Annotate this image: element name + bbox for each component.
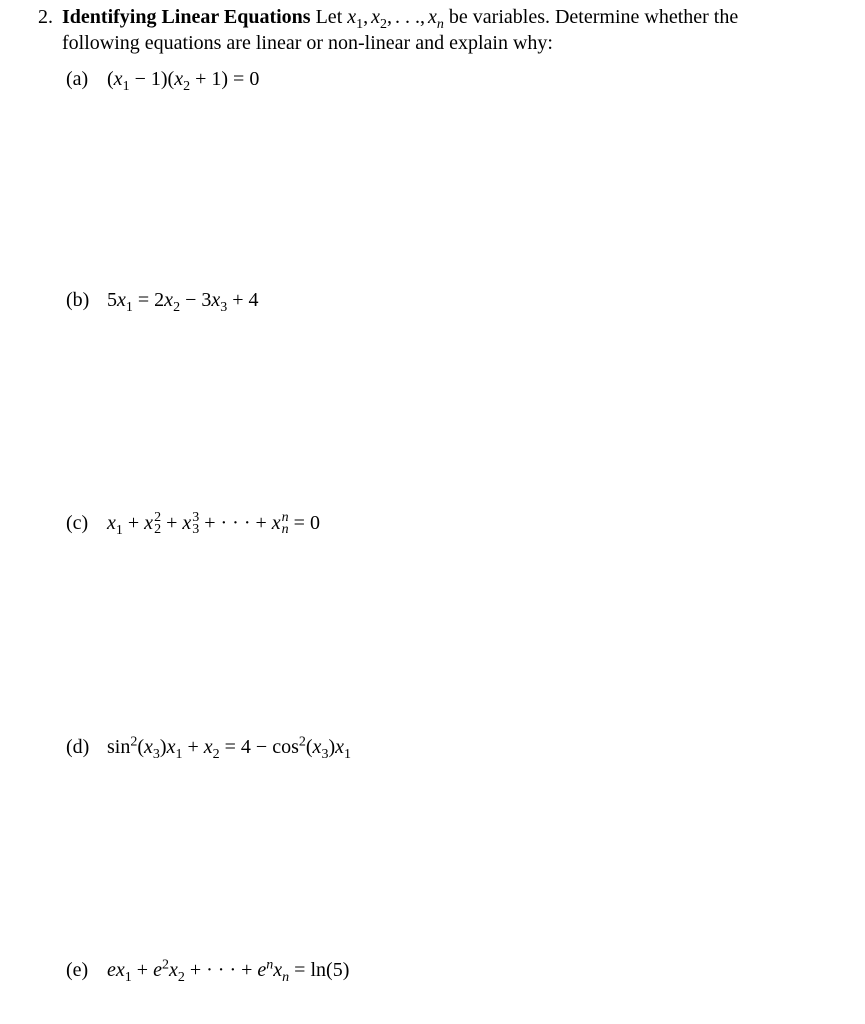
part-d	[66, 734, 351, 760]
equation-a: $(x_1 - 1)(x_2 + 1) = 0$	[107, 68, 260, 94]
part-label: (c)	[66, 512, 89, 534]
equation-c: $x_1 + x$ 2 2 + x 3 3 + · · · + x n n = 0	[107, 510, 320, 538]
problem-title: Identifying Linear Equations	[62, 6, 311, 28]
part-b	[66, 287, 259, 313]
part-label: (b)	[66, 289, 90, 311]
equation-d: $\sin^2(x_3)x_1 + x_2 = 4 - \cos^2(x_3)x_1$	[107, 734, 351, 762]
problem-number: 2.	[38, 6, 53, 28]
problem-statement	[38, 4, 858, 56]
part-c	[66, 510, 320, 536]
part-label: (d)	[66, 736, 90, 758]
part-e	[66, 957, 349, 983]
equation-e: $ex_1 + e^2x_2$ + · · · + $e^nx_n = \ln(5)$	[107, 957, 350, 985]
part-label: (e)	[66, 959, 89, 981]
problem-line-2: following equations are linear or non-linear and explain why:	[62, 32, 553, 54]
variable-list: $x_1$, $x_2$, . . ., $x_n$	[347, 6, 444, 32]
intro-text: be variables. Determine whether the	[448, 6, 739, 28]
part-a	[66, 66, 259, 92]
part-label: (a)	[66, 68, 89, 90]
intro-let: Let	[315, 6, 343, 28]
problem-line-1	[38, 4, 858, 30]
equation-b: $5x_1 = 2x_2 - 3x_3 + 4$	[107, 289, 259, 315]
